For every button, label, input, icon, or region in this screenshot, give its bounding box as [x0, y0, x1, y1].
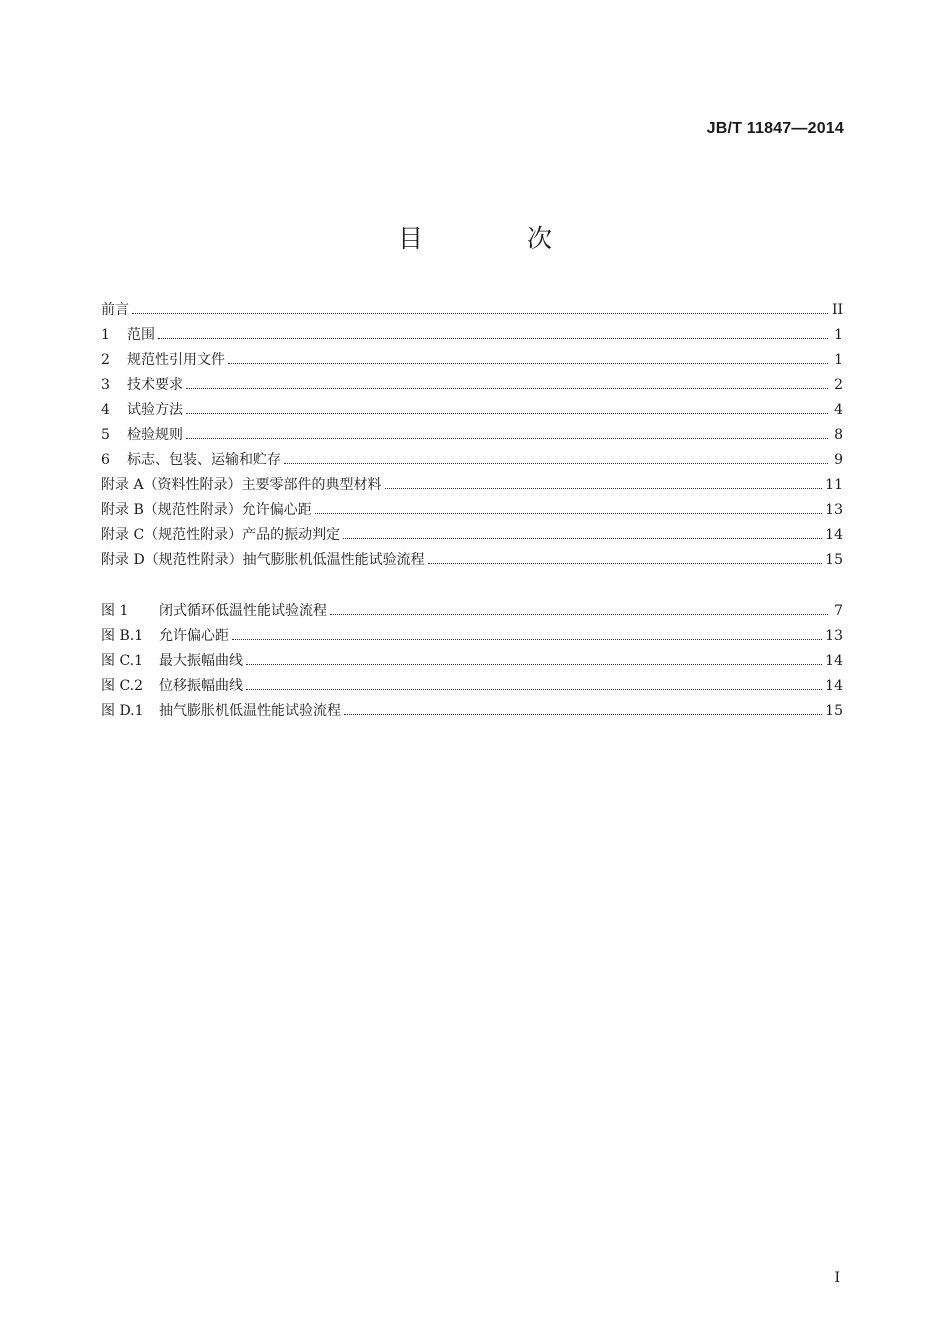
dot-leader: [344, 714, 822, 715]
page-number: I: [834, 1270, 840, 1286]
figure-entry-page: 14: [825, 678, 843, 694]
toc-entry-label: 附录 A（资料性附录）主要零部件的典型材料: [101, 477, 382, 493]
dot-leader: [186, 413, 828, 414]
toc-entry[interactable]: [101, 544, 843, 569]
toc-entry-label: 3 技术要求: [101, 377, 183, 393]
toc-entry[interactable]: [101, 294, 843, 319]
toc-entry[interactable]: [101, 419, 843, 444]
toc-entry-label: 附录 C（规范性附录）产品的振动判定: [101, 527, 341, 543]
toc-entry[interactable]: [101, 344, 843, 369]
toc-entry-number: 4: [101, 402, 110, 418]
toc-entry-page: 15: [825, 552, 843, 568]
figure-list: [101, 595, 843, 720]
figure-entry-label: 图 C.2 位移振幅曲线: [101, 678, 243, 694]
dot-leader: [186, 438, 828, 439]
dot-leader: [132, 313, 828, 314]
dot-leader: [246, 664, 822, 665]
toc-entry-number: 5: [101, 427, 110, 443]
toc-entry-number: 2: [101, 352, 110, 368]
figure-entry[interactable]: [101, 695, 843, 720]
dot-leader: [385, 488, 823, 489]
figure-entry[interactable]: [101, 620, 843, 645]
dot-leader: [228, 363, 828, 364]
toc-entry-label: 4 试验方法: [101, 402, 183, 418]
figure-entry-number: 图 B.1: [101, 628, 144, 644]
toc-entry-label: 附录 D（规范性附录）抽气膨胀机低温性能试验流程: [101, 552, 425, 568]
toc-entry-label: 前言: [101, 302, 129, 318]
page-title: 目 次: [398, 224, 600, 253]
figure-entry-number: 图 D.1: [101, 703, 144, 719]
toc-entry-page: 2: [834, 377, 843, 393]
dot-leader: [343, 538, 822, 539]
toc-entry-label: 6 标志、包装、运输和贮存: [101, 452, 281, 468]
toc-entry[interactable]: [101, 394, 843, 419]
toc-entry-page: 11: [825, 477, 843, 493]
figure-entry[interactable]: [101, 645, 843, 670]
toc-entry-page: 13: [825, 502, 843, 518]
figure-entry-label: 图 D.1 抽气膨胀机低温性能试验流程: [101, 703, 341, 719]
dot-leader: [246, 689, 822, 690]
dot-leader: [158, 338, 828, 339]
toc-entry-page: 8: [834, 427, 843, 443]
dot-leader: [428, 563, 822, 564]
toc-entry[interactable]: [101, 369, 843, 394]
toc-entry[interactable]: [101, 519, 843, 544]
figure-entry-page: 15: [825, 703, 843, 719]
figure-entry-label: 图 B.1 允许偏心距: [101, 628, 229, 644]
toc-entry-page: 14: [825, 527, 843, 543]
figure-entry[interactable]: [101, 670, 843, 695]
figure-entry-page: 14: [825, 653, 843, 669]
toc-entry-number: 1: [101, 327, 110, 343]
document-code: JB/T 11847—2014: [706, 120, 844, 137]
toc-entry[interactable]: [101, 444, 843, 469]
figure-entry[interactable]: [101, 595, 843, 620]
toc-entry-page: 1: [834, 352, 843, 368]
toc-entry-label: 附录 B（规范性附录）允许偏心距: [101, 502, 312, 518]
toc-entry-page: 9: [834, 452, 843, 468]
dot-leader: [284, 463, 828, 464]
toc-entry[interactable]: [101, 469, 843, 494]
toc-entry-label: 1 范围: [101, 327, 155, 343]
figure-entry-number: 图 C.1: [101, 653, 144, 669]
toc-entry-page: 4: [834, 402, 843, 418]
toc-entry-page: 1: [834, 327, 843, 343]
toc-entry-label: 2 规范性引用文件: [101, 352, 225, 368]
dot-leader: [315, 513, 822, 514]
toc-entry-number: 3: [101, 377, 110, 393]
figure-entry-page: 13: [825, 628, 843, 644]
figure-entry-number: 图 C.2: [101, 678, 144, 694]
toc-list: [101, 294, 843, 569]
dot-leader: [186, 388, 828, 389]
figure-entry-number: 图 1: [101, 603, 129, 619]
toc-entry-label: 5 检验规则: [101, 427, 183, 443]
toc-entry[interactable]: [101, 494, 843, 519]
toc-entry-page: II: [831, 302, 843, 318]
toc-entry-number: 6: [101, 452, 110, 468]
dot-leader: [330, 614, 828, 615]
figure-entry-label: 图 1 闭式循环低温性能试验流程: [101, 603, 327, 619]
toc-entry[interactable]: [101, 319, 843, 344]
figure-entry-label: 图 C.1 最大振幅曲线: [101, 653, 243, 669]
dot-leader: [232, 639, 822, 640]
figure-entry-page: 7: [834, 603, 843, 619]
